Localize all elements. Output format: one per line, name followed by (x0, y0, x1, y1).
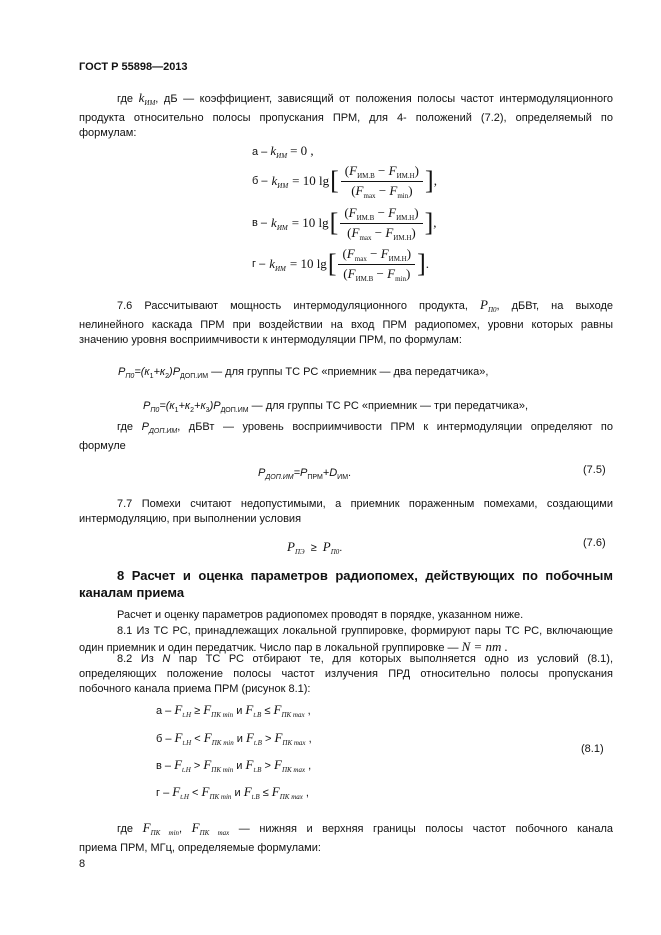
paragraph-k-definition (79, 90, 613, 141)
frequency-symbol: $F_{t.B}$ (245, 730, 262, 747)
equation-7-6: $P_{ПЭ} \ge P_{П0}$. (287, 539, 343, 556)
frequency-symbol: $F_{t.H}$ (174, 730, 192, 747)
pwhere-line-2: формуле (79, 440, 126, 452)
equation-label-7-6: (7.6) (583, 537, 606, 549)
label-v: в – (252, 217, 268, 229)
p76-line-3: значению уровня восприимчивости к интермодуляции ПРМ, по формулам: (79, 334, 462, 346)
p1-line-3: формулам: (79, 127, 137, 139)
and-word: и (233, 733, 246, 745)
k-sym-v: $k_{ИМ}$ (271, 214, 288, 232)
paragraph-8-2 (79, 652, 613, 697)
p77-line-1: 7.7 Помехи считают недопустимыми, а приемник пораженным помехами, создающими (117, 498, 613, 510)
p81-line-2: один приемник и один передатчик. Число пар в локальной группировке — N = nm . (79, 639, 508, 654)
paragraph-7-6 (79, 297, 613, 348)
k-a-value: = 0 , (290, 143, 314, 158)
frequency-symbol: $F_{t.H}$ (172, 784, 189, 801)
paragraph-pk-bounds (79, 820, 613, 856)
paragraph-where-p-dop (79, 420, 613, 454)
condition-tag: а – (156, 705, 175, 717)
frequency-symbol: $F_{t.B}$ (243, 784, 260, 801)
p76-line-2: нелинейного каскада ПРМ при воздействии на вход ПРМ радиопомех, уровни которых равны (79, 319, 613, 331)
relation-operator: > (261, 733, 275, 745)
fraction-g: $\frac{(F_{max} - F_{ИМ.Н})}{(F_{ИМ.В} - F_{min})}$ (338, 246, 415, 283)
standard-header: ГОСТ Р 55898—2013 (79, 61, 188, 73)
k-sym-a: $k_{ИМ}$ (270, 143, 288, 160)
k-sym-b: $k_{ИМ}$ (271, 172, 289, 190)
p1-line-1 (79, 90, 613, 111)
relation-operator: ≥ (191, 705, 204, 717)
relation-operator: ≤ (259, 787, 272, 799)
relation-operator: ≤ (261, 705, 274, 717)
lg-v: = 10 lg (291, 215, 329, 230)
condition-tag: б – (156, 733, 175, 745)
p-p0-symbol: $P_{П0}$ (479, 297, 497, 314)
frequency-symbol: $F_{t.H}$ (174, 702, 192, 719)
where-word: где (117, 93, 134, 105)
section-8-line-1: 8 Расчет и оценка параметров радиопомех, действующих по побочным (117, 568, 613, 583)
page-number: 8 (79, 858, 86, 870)
label-a: а – (252, 146, 268, 158)
frequency-symbol: $F_{ПК max}$ (271, 784, 303, 801)
frequency-symbol: $F_{ПК max}$ (273, 702, 305, 719)
label-b: б – (252, 175, 268, 187)
comma: , (304, 705, 311, 717)
p76-line-1: 7.6 Рассчитывают мощность интермодуляционного продукта, $P_{П0}$, дБВт, на выходе (117, 297, 613, 314)
fraction-b: $\frac{(F_{ИМ.В} - F_{ИМ.Н})}{(F_{max} - F_{min})}$ (341, 163, 423, 200)
formula-k-a (252, 143, 314, 160)
ppk-line-1: где $F_{ПК min}$, $F_{ПК max}$ — нижняя и верхняя границы полосы частот побочного канала (117, 820, 613, 837)
equation-two-transmitters: $P_{П0}=(к_1+к_2)P_{ДОП.ИМ}$ — для группы ТС РС «приемник — два передатчика», (118, 366, 489, 380)
section-8-line-2: каналам приема (79, 585, 185, 600)
and-word: и (233, 705, 246, 717)
paragraph-7-7 (79, 497, 613, 527)
p1-line-2: продукта относительно полосы пропускания ПРМ, для 4- положений (7.2), определяемый по (79, 112, 613, 124)
p81-line-1: 8.1 Из ТС РС, принадлежащих локальной группировке, формируют пары ТС РС, включающие (117, 625, 613, 637)
equation-label-8-1: (8.1) (581, 743, 604, 755)
equation-7-5: $P_{ДОП.ИМ}=P_{ПРМ}+D_{ИМ}$. (258, 467, 352, 481)
pwhere-line-1: где $P_{ДОП.ИМ}$, дБВт — уровень восприимчивости ПРМ к интермодуляции определяют по (117, 421, 613, 435)
equation-three-transmitters: $P_{П0}=(к_1+к_2+к_3)P_{ДОП.ИМ}$ — для группы ТС РС «приемник — три передатчика», (143, 400, 529, 414)
frequency-symbol: $F_{ПК min}$ (203, 702, 234, 719)
section-8-intro: Расчет и оценку параметров радиопомех проводят в порядке, указанном ниже. (117, 609, 524, 621)
condition-tag: в – (156, 760, 175, 772)
and-word: и (233, 760, 246, 772)
p1-line-1-rest: , дБ — коэффициент, зависящий от положения полосы частот интермодуляционного (155, 93, 613, 105)
condition-row (156, 757, 311, 774)
comma: , (305, 733, 312, 745)
p82-line-2: определяющих положение полосы частот излучения ПРД относительно полосы пропускания (79, 668, 613, 680)
frequency-symbol: $F_{t.H}$ (174, 757, 191, 774)
condition-row (156, 730, 312, 747)
pairs-formula: N = nm . (461, 639, 508, 654)
k-im-symbol: $k_{ИМ}$ (138, 90, 156, 107)
frequency-symbol: $F_{ПК min}$ (201, 784, 232, 801)
frequency-symbol: $F_{ПК max}$ (274, 757, 306, 774)
lg-g: = 10 lg (289, 256, 327, 271)
ppk-line-2: приема ПРМ, МГц, определяемые формулами: (79, 842, 321, 854)
k-sym-g: $k_{ИМ}$ (269, 255, 286, 273)
frequency-symbol: $F_{t.B}$ (245, 757, 262, 774)
lg-b: = 10 lg (292, 173, 330, 188)
comma: , (302, 787, 309, 799)
relation-operator: > (190, 760, 204, 772)
relation-operator: > (261, 760, 274, 772)
relation-operator: < (188, 787, 202, 799)
frequency-symbol: $F_{ПК max}$ (274, 730, 306, 747)
p82-line-1: 8.2 Из N пар ТС РС отбирают те, для которых выполняется одно из условий (8.1), (117, 653, 613, 665)
condition-row (156, 702, 311, 719)
condition-row (156, 784, 309, 801)
frequency-symbol: $F_{ПК min}$ (203, 757, 234, 774)
comma: , (305, 760, 312, 772)
relation-operator: < (191, 733, 204, 745)
p77-line-2: интермодуляцию, при выполнении условия (79, 513, 302, 525)
equation-label-7-5: (7.5) (583, 464, 606, 476)
formula-k-g: г – $k_{ИМ}$ = 10 lg [ $\frac{(F_{max} - F_{ИМ.Н})}{(F_{ИМ.В} - F_{min})}$ ] . (252, 245, 429, 283)
and-word: и (231, 787, 244, 799)
fraction-v: $\frac{(F_{ИМ.В} - F_{ИМ.Н})}{(F_{max} - F_{ИМ.Н})}$ (340, 205, 422, 242)
label-g: г – (252, 258, 266, 270)
frequency-symbol: $F_{t.B}$ (245, 702, 262, 719)
formula-k-b: б – $k_{ИМ}$ = 10 lg [ $\frac{(F_{ИМ.В} - F_{ИМ.Н})}{(F_{max} - F_{min})}$ ] , (252, 162, 437, 200)
p82-line-3: побочного канала приема ПРМ (рисунок 8.1): (79, 683, 311, 695)
section-8-title (79, 567, 613, 601)
formula-k-v: в – $k_{ИМ}$ = 10 lg [ $\frac{(F_{ИМ.В} - F_{ИМ.Н})}{(F_{max} - F_{ИМ.Н})}$ ] , (252, 204, 437, 242)
condition-tag: г – (156, 787, 173, 799)
frequency-symbol: $F_{ПК min}$ (203, 730, 234, 747)
